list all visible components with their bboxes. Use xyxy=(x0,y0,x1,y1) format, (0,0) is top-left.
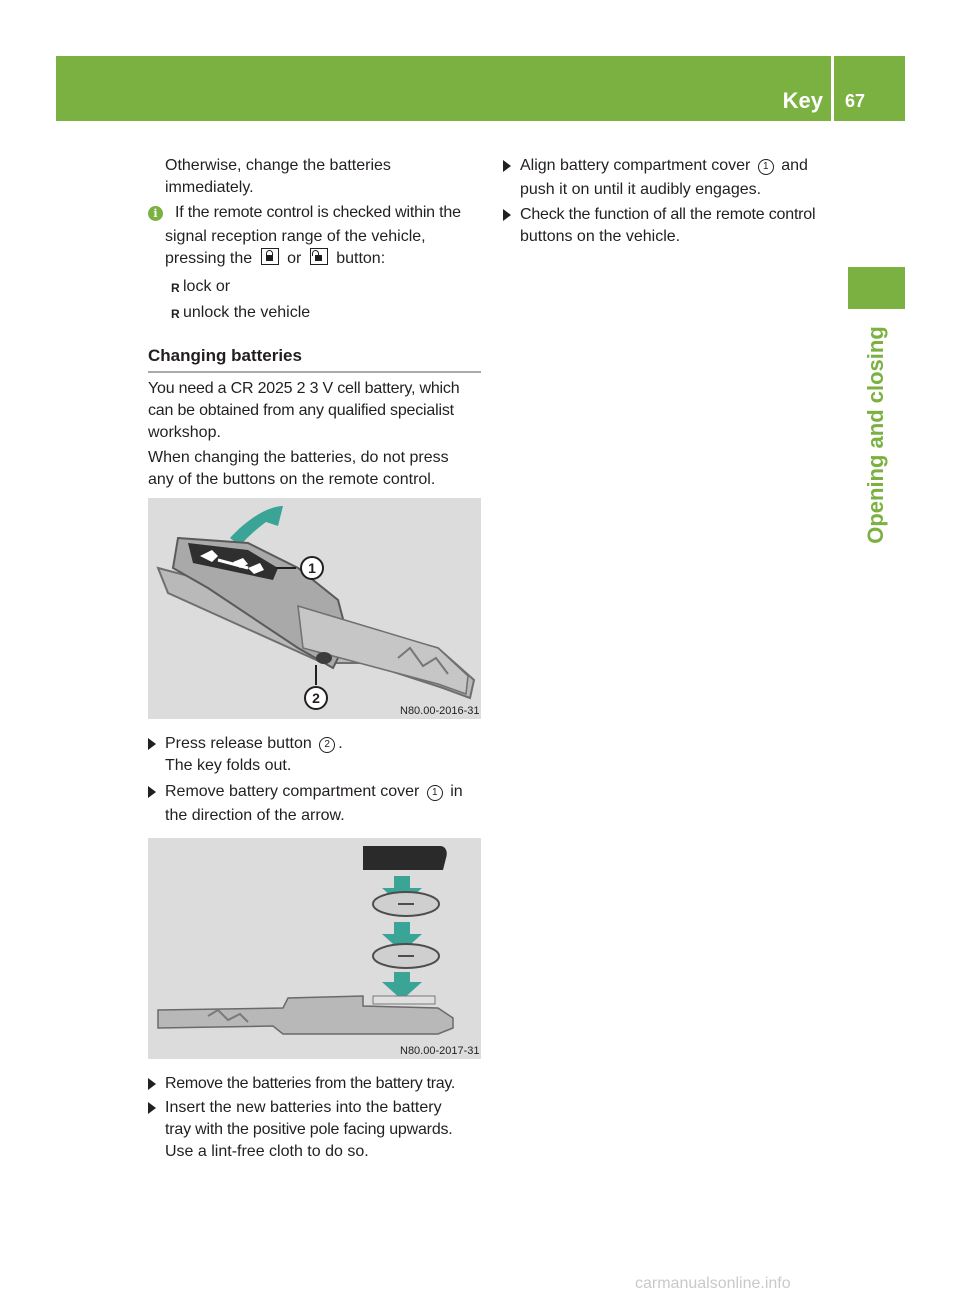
section-divider xyxy=(148,371,481,373)
step-line: push it on until it audibly engages. xyxy=(520,181,762,198)
bullet-icon: R xyxy=(171,307,180,321)
callout-1-label: 1 xyxy=(308,560,316,576)
lock-icon xyxy=(261,248,279,265)
bullet-icon: R xyxy=(171,281,180,295)
battery-figure xyxy=(148,838,481,1059)
info-text: pressing the xyxy=(165,250,253,267)
step-line: Remove the batteries from the battery tray. xyxy=(165,1075,456,1092)
step-text: . xyxy=(338,735,343,752)
info-icon: i xyxy=(148,206,163,221)
info-text: or xyxy=(287,250,302,267)
key-open-figure xyxy=(148,498,481,719)
step-arrow-icon xyxy=(148,786,156,798)
callout-2-ref: 2 xyxy=(319,737,335,753)
step-line: Insert the new batteries into the battery xyxy=(165,1099,442,1116)
callout-1-ref: 1 xyxy=(758,159,774,175)
side-tab xyxy=(848,267,905,309)
step-arrow-icon xyxy=(503,160,511,172)
figure-caption: N80.00-2017-31 xyxy=(400,1045,480,1057)
info-text: If the remote control is checked within the xyxy=(175,204,461,221)
step-text: Remove battery compartment cover xyxy=(165,783,420,800)
battery-illustration xyxy=(148,838,481,1059)
unlock-icon xyxy=(310,248,328,265)
page-title: Key xyxy=(782,88,823,113)
paragraph-line: When changing the batteries, do not press xyxy=(148,449,449,466)
step-line xyxy=(520,155,808,177)
step-line: buttons on the vehicle. xyxy=(520,228,681,245)
key-illustration xyxy=(148,498,481,719)
step-text: in xyxy=(450,783,463,800)
step-result: The key folds out. xyxy=(165,757,292,774)
paragraph-line: can be obtained from any qualified specialist xyxy=(148,402,454,419)
step-line: the direction of the arrow. xyxy=(165,807,345,824)
intro-line: Otherwise, change the batteries xyxy=(165,157,391,174)
watermark: carmanualsonline.info xyxy=(635,1275,791,1292)
step-line: tray with the positive pole facing upwards. xyxy=(165,1121,453,1138)
paragraph-line: any of the buttons on the remote control. xyxy=(148,471,436,488)
paragraph-line: workshop. xyxy=(148,424,221,441)
step-arrow-icon xyxy=(148,738,156,750)
step-line: Check the function of all the remote control xyxy=(520,206,816,223)
step-arrow-icon xyxy=(503,209,511,221)
paragraph-line: You need a CR 2025 2 3 V cell battery, which xyxy=(148,380,460,397)
cover-shape xyxy=(363,846,447,870)
step-line xyxy=(165,733,343,755)
info-text-line xyxy=(165,248,385,270)
chapter-label: Opening and closing xyxy=(863,326,888,544)
header-divider xyxy=(831,56,834,121)
step-line xyxy=(165,781,463,803)
info-text: signal reception range of the vehicle, xyxy=(165,228,426,245)
step-arrow-icon xyxy=(148,1078,156,1090)
info-text: button: xyxy=(336,250,386,267)
step-text: Align battery compartment cover xyxy=(520,157,751,174)
step-line: Use a lint-free cloth to do so. xyxy=(165,1143,369,1160)
figure-caption: N80.00-2016-31 xyxy=(400,705,480,717)
callout-2-label: 2 xyxy=(312,690,320,706)
list-item: lock or xyxy=(183,278,231,295)
step-text: Press release button xyxy=(165,735,312,752)
intro-line: immediately. xyxy=(165,179,254,196)
page-number: 67 xyxy=(845,91,866,111)
step-text: and xyxy=(781,157,808,174)
section-heading: Changing batteries xyxy=(148,346,302,365)
list-item: unlock the vehicle xyxy=(183,304,311,321)
step-arrow-icon xyxy=(148,1102,156,1114)
direction-arrow xyxy=(230,506,283,546)
callout-1-ref: 1 xyxy=(427,785,443,801)
